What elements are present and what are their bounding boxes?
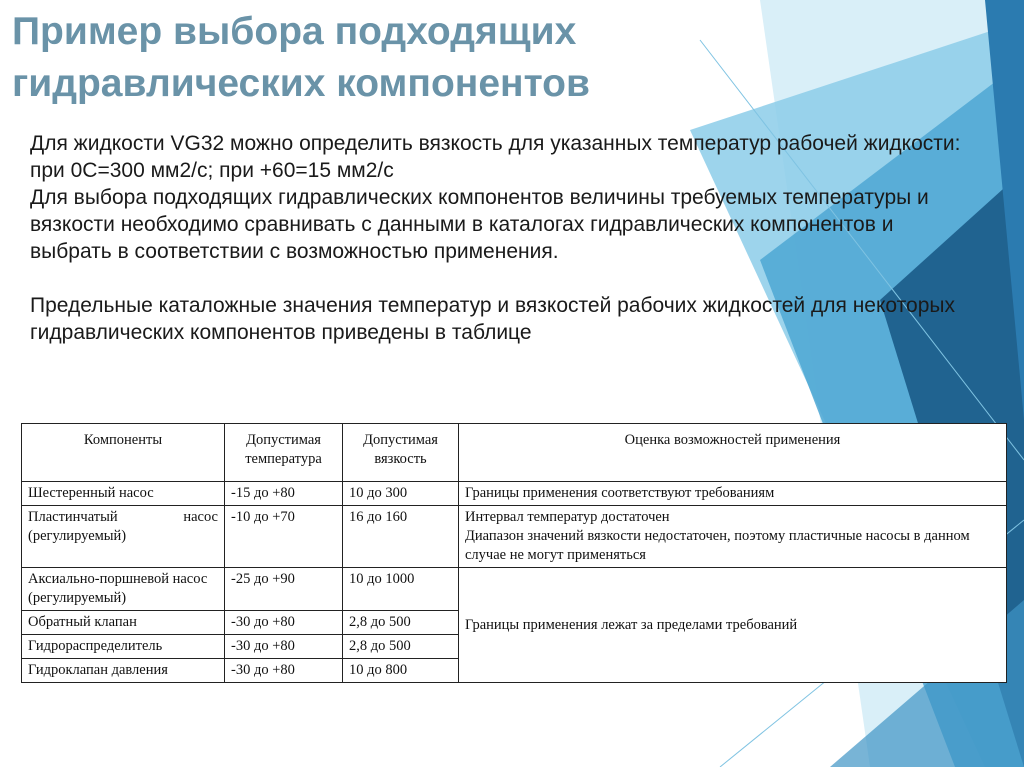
cell-component: Гидрораспределитель [22,635,225,659]
paragraph-viscosity-vg32: Для жидкости VG32 можно определить вязкость для указанных температур рабочей жидкости: при 0С=300 мм2/с; при +60=15 мм2/с [30,132,961,182]
table-row [22,568,1007,611]
cell-viscosity: 16 до 160 [343,506,459,568]
cell-component [22,506,225,568]
cell-temperature: -30 до +80 [225,611,343,635]
cell-viscosity: 2,8 до 500 [343,611,459,635]
header-assessment: Оценка возможностей применения [459,424,1007,482]
cell-assessment-line-2: Диапазон значений вязкости недостаточен, поэтому пластичные насосы в данном случае не могут применяться [465,528,970,563]
cell-viscosity: 10 до 1000 [343,568,459,611]
header-components: Компоненты [22,424,225,482]
paragraph-selection-method: Для выбора подходящих гидравлических компонентов величины требуемых температуры и вязкости необходимо сравнивать с данными в каталогах гидравлических компонентов и выбрать в соответствии с возможностью применения. [30,186,929,263]
cell-viscosity: 10 до 800 [343,659,459,683]
paragraph-table-intro: Предельные каталожные значения температур и вязкостей рабочих жидкостей для некоторых гидравлических компонентов приведены в таблице [30,294,955,344]
slide-title [12,6,712,110]
cell-viscosity: 2,8 до 500 [343,635,459,659]
cell-assessment: Границы применения соответствуют требованиям [459,482,1007,506]
cell-component: Аксиально-поршневой насос (регулируемый) [22,568,225,611]
cell-component-line-1: Пластинчатый насос [28,509,218,525]
cell-component: Обратный клапан [22,611,225,635]
table-header-row [22,424,1007,482]
cell-component: Гидроклапан давления [22,659,225,683]
paragraph-spacer [30,265,965,292]
cell-temperature: -30 до +80 [225,635,343,659]
components-table [21,423,1007,683]
cell-temperature: -30 до +80 [225,659,343,683]
cell-assessment-merged: Границы применения лежат за пределами требований [459,568,1007,683]
cell-component-line-2: (регулируемый) [28,528,127,544]
slide-title-line-2: гидравлических компонентов [12,62,590,105]
header-temperature: Допустимая температура [225,424,343,482]
table-row [22,482,1007,506]
cell-assessment [459,506,1007,568]
cell-temperature: -25 до +90 [225,568,343,611]
header-viscosity: Допустимая вязкость [343,424,459,482]
cell-temperature: -10 до +70 [225,506,343,568]
cell-assessment-line-1: Интервал температур достаточен [465,509,670,525]
cell-component: Шестеренный насос [22,482,225,506]
slide-body [30,130,965,346]
cell-viscosity: 10 до 300 [343,482,459,506]
table-row [22,506,1007,568]
slide-title-line-1: Пример выбора подходящих [12,10,577,53]
cell-temperature: -15 до +80 [225,482,343,506]
